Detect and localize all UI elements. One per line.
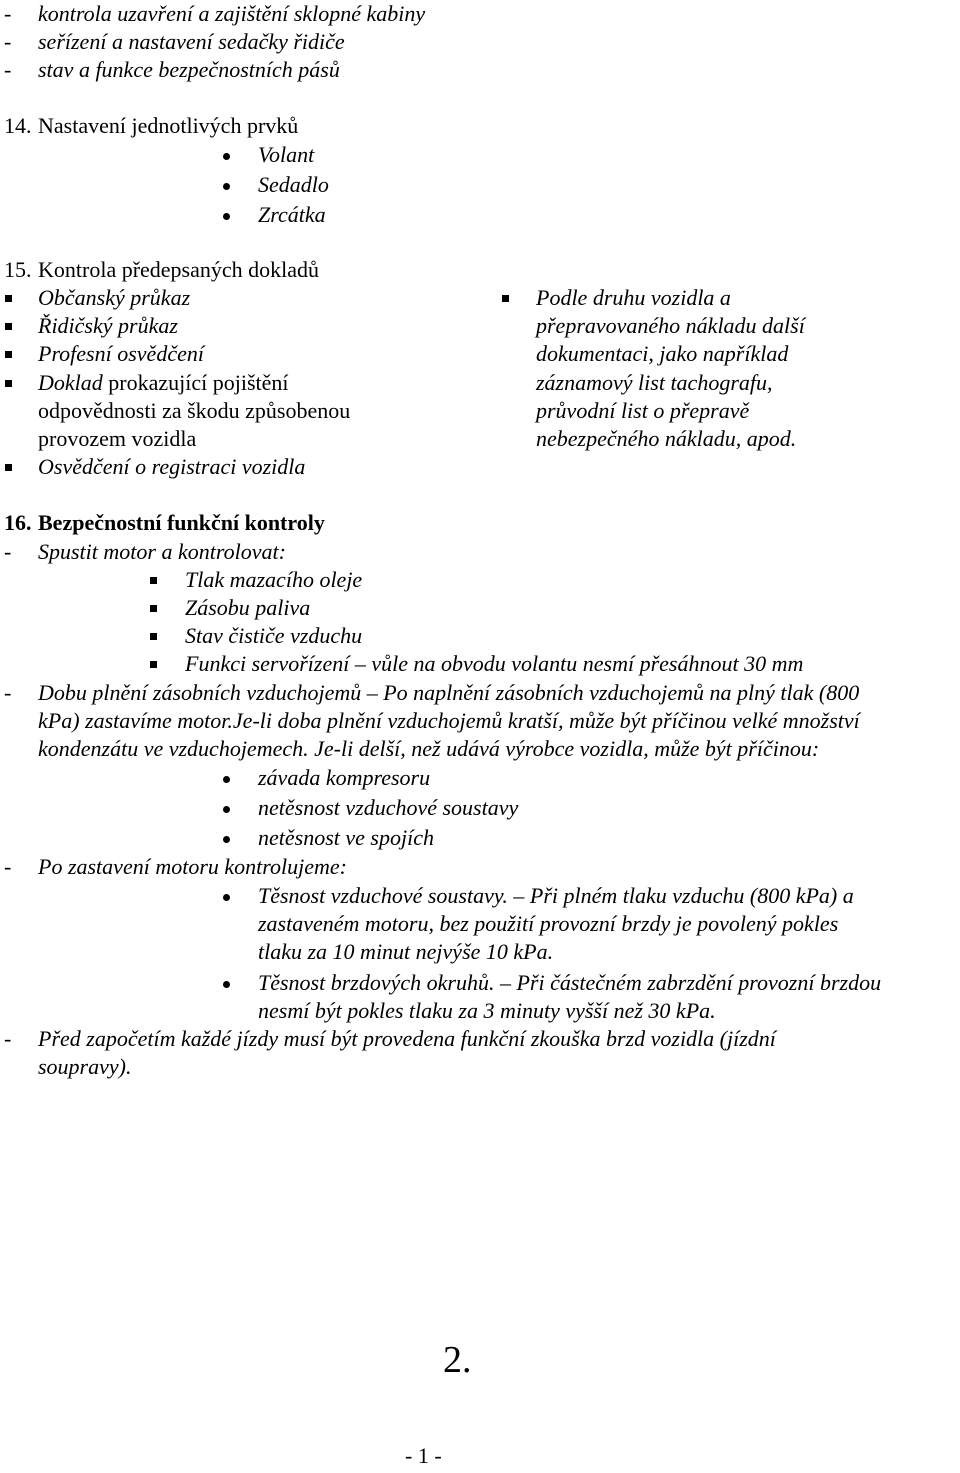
section-title: Bezpečnostní funkční kontroly xyxy=(38,510,325,535)
paragraph-line: soupravy). xyxy=(38,1054,132,1079)
square-bullet-icon xyxy=(150,577,157,584)
list-item: netěsnost vzduchové soustavy xyxy=(258,795,519,820)
list-item: Řidičský průkaz xyxy=(38,313,178,338)
page-number: - 1 - xyxy=(405,1443,442,1468)
square-bullet-icon xyxy=(150,605,157,612)
paragraph-line: kondenzátu ve vzduchojemech. Je-li delší, než udává výrobce vozidla, může být příčinou: xyxy=(38,736,820,761)
list-item: Těsnost brzdových okruhů. – Při částečném zabrzdění provozní brzdou xyxy=(258,970,882,995)
big-number: 2. xyxy=(443,1339,472,1381)
list-item: Tlak mazacího oleje xyxy=(185,567,363,592)
list-item: Stav čističe vzduchu xyxy=(185,623,363,648)
list-item-continued: průvodní list o přepravě xyxy=(536,398,750,423)
list-item: Funkci servořízení – vůle na obvodu volantu nesmí přesáhnout 30 mm xyxy=(185,651,804,676)
square-bullet-icon xyxy=(5,380,12,387)
square-bullet-icon xyxy=(150,633,157,640)
dash-bullet: - xyxy=(4,539,12,564)
bullet-dot-icon xyxy=(223,981,230,988)
list-item: Sedadlo xyxy=(258,172,329,197)
section-number: 15. xyxy=(4,257,32,282)
bullet-dot-icon xyxy=(223,894,230,901)
list-item-continued: provozem vozidla xyxy=(38,426,197,451)
bullet-dot-icon xyxy=(223,806,230,813)
list-item: Zásobu paliva xyxy=(185,595,311,620)
square-bullet-icon xyxy=(5,323,12,330)
list-item-continued: přepravovaného nákladu další xyxy=(536,313,805,338)
list-item: Těsnost vzduchové soustavy. – Při plném tlaku vzduchu (800 kPa) a xyxy=(258,883,854,908)
list-item-continued: odpovědnosti za škodu způsobenou xyxy=(38,398,351,423)
list-item: závada kompresoru xyxy=(258,765,431,790)
square-bullet-icon xyxy=(5,295,12,302)
dash-bullet: - xyxy=(4,1,12,26)
section-number: 14. xyxy=(4,113,32,138)
bullet-dot-icon xyxy=(223,836,230,843)
square-bullet-icon xyxy=(502,295,509,302)
list-item: seřízení a nastavení sedačky řidiče xyxy=(38,29,345,54)
list-item: Zrcátka xyxy=(258,202,326,227)
bullet-dot-icon xyxy=(223,776,230,783)
list-item: Volant xyxy=(258,142,315,167)
dash-bullet: - xyxy=(4,680,12,705)
list-item-continued: dokumentaci, jako například xyxy=(536,341,789,366)
square-bullet-icon xyxy=(5,464,12,471)
paragraph-line: kPa) zastavíme motor.Je-li doba plnění vzduchojemů kratší, může být příčinou velké množství xyxy=(38,708,860,733)
dash-bullet: - xyxy=(4,854,12,879)
square-bullet-icon xyxy=(150,661,157,668)
list-item-continued: zastaveném motoru, bez použití provozní brzdy je povolený pokles xyxy=(258,911,839,936)
section-number: 16. xyxy=(4,510,32,535)
list-item-continued: tlaku za 10 minut nejvýše 10 kPa. xyxy=(258,939,554,964)
square-bullet-icon xyxy=(5,351,12,358)
list-item: netěsnost ve spojích xyxy=(258,825,434,850)
list-item: Doklad prokazující pojištění xyxy=(38,370,289,395)
section-title: Kontrola předepsaných dokladů xyxy=(38,257,320,282)
list-item: Občanský průkaz xyxy=(38,285,191,310)
list-item-continued: záznamový list tachografu, xyxy=(536,370,773,395)
bullet-dot-icon xyxy=(223,213,230,220)
list-item: Profesní osvědčení xyxy=(38,341,204,366)
paragraph-line: Dobu plnění zásobních vzduchojemů – Po naplnění zásobních vzduchojemů na plný tlak (800 xyxy=(38,680,860,705)
list-item-continued: nesmí být pokles tlaku za 3 minuty vyšší než 30 kPa. xyxy=(258,998,716,1023)
dash-bullet: - xyxy=(4,57,12,82)
list-item: stav a funkce bezpečnostních pásů xyxy=(38,57,340,82)
list-item: kontrola uzavření a zajištění sklopné kabiny xyxy=(38,1,426,26)
dash-bullet: - xyxy=(4,29,12,54)
bullet-dot-icon xyxy=(223,183,230,190)
list-item: Spustit motor a kontrolovat: xyxy=(38,539,286,564)
dash-bullet: - xyxy=(4,1026,12,1051)
section-title: Nastavení jednotlivých prvků xyxy=(38,113,299,138)
list-item-continued: nebezpečného nákladu, apod. xyxy=(536,426,797,451)
paragraph-line: Před započetím každé jízdy musí být provedena funkční zkouška brzd vozidla (jízdní xyxy=(38,1026,776,1051)
list-item: Po zastavení motoru kontrolujeme: xyxy=(38,854,347,879)
list-item: Osvědčení o registraci vozidla xyxy=(38,454,306,479)
bullet-dot-icon xyxy=(223,153,230,160)
list-item: Podle druhu vozidla a xyxy=(536,285,731,310)
